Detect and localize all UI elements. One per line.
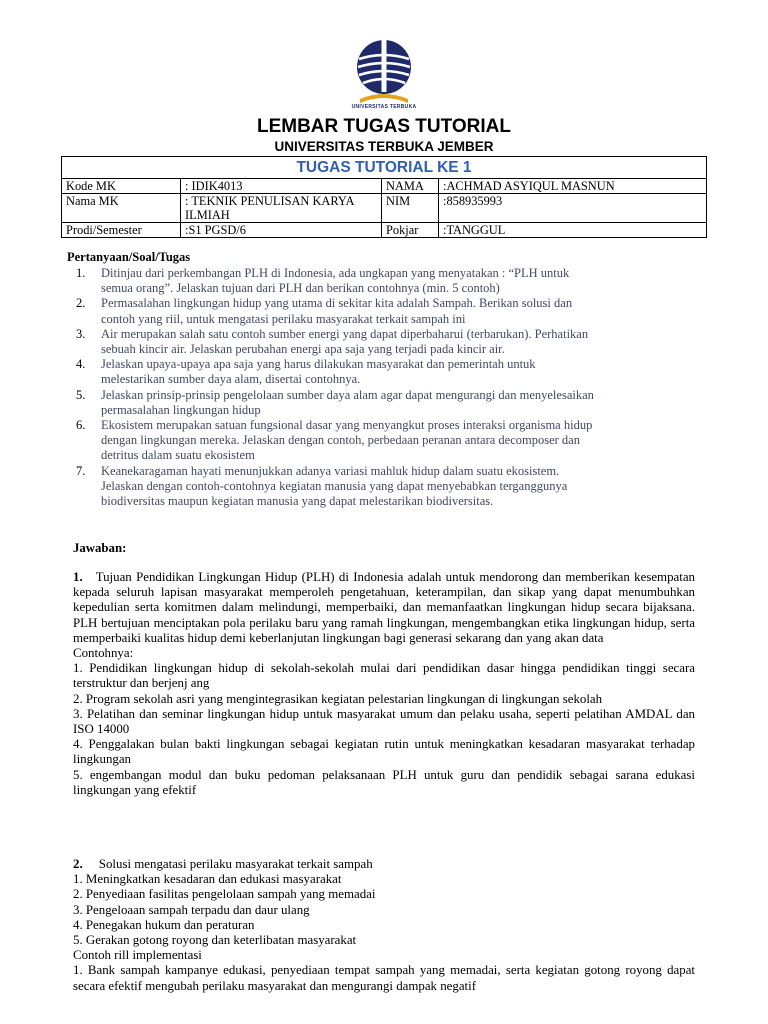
nama-mk-value (181, 194, 382, 223)
answer-2-intro (73, 857, 695, 872)
answer-1-example-item: 4. Penggalakan bulan bakti lingkungan sebagai kegiatan rutin untuk meningkatkan kesadaran masyarakat terhadap lingkungan (73, 737, 695, 767)
question-text-line: permasalahan lingkungan hidup (101, 402, 261, 417)
question-item (67, 296, 717, 326)
answer-2-point-item: 2. Penyediaan fasilitas pengelolaan sampah yang memadai (73, 887, 376, 902)
question-text-line: Ekosistem merupakan satuan fungsional dasar yang menyangkut proses interaksi organisma hidup (101, 418, 593, 433)
questions-heading: Pertanyaan/Soal/Tugas (67, 250, 191, 264)
question-text-line: Keanekaragaman hayati menunjukkan adanya variasi mahluk hidup dalam suatu ekosistem. (101, 463, 560, 478)
answer-1-contoh-label: Contohnya: (73, 646, 134, 661)
answer-1-number: 1. (73, 570, 83, 584)
answer-2-point-item: 3. Pengeloaan sampah terpadu dan daur ulang (73, 902, 310, 917)
question-item (67, 327, 717, 357)
answer-1-example-item: 1. Pendidikan lingkungan hidup di sekolah-sekolah mulai dari pendidikan dasar hingga pendidikan tinggi secara terstruktur dan berjenj ang (73, 661, 695, 691)
kode-mk-label: Kode MK (62, 179, 181, 194)
answer-2-number: 2. (73, 857, 83, 871)
pokjar-value: :TANGGUL (439, 223, 707, 238)
pokjar-label: Pokjar (382, 223, 439, 238)
logo-caption: UNIVERSITAS TERBUKA (351, 104, 417, 110)
question-number: 4. (76, 357, 86, 372)
questions-list (67, 266, 717, 509)
question-text-line: biodiversitas maupun kegiatan manusia yang dapat melestarikan biodiversitas. (101, 494, 494, 509)
question-text-line: contoh yang riil, untuk mengatasi perilaku masyarakat terkait sampah ini (101, 311, 466, 326)
question-text-line: semua orang”. Jelaskan tujuan dari PLH dan berikan contohnya (min. 5 contoh) (101, 281, 500, 296)
question-item (67, 266, 717, 296)
nama-mk-value-line1: : TEKNIK PENULISAN KARYA (185, 194, 355, 208)
question-item (67, 464, 717, 510)
question-number: 3. (76, 326, 86, 341)
question-number: 2. (76, 296, 86, 311)
answer-1-example-item: 2. Program sekolah asri yang mengintegrasikan kegiatan pelestarian lingkungan di lingkungan sekolah (73, 691, 603, 706)
prodi-label: Prodi/Semester (62, 223, 181, 238)
page-title: LEMBAR TUGAS TUTORIAL (256, 116, 512, 137)
answers-heading: Jawaban: (73, 541, 127, 555)
question-text-line: Jelaskan prinsip-prinsip pengelolaan sumber daya alam agar dapat mengurangi dan menyelesaikan (101, 387, 594, 402)
question-number: 1. (76, 266, 86, 280)
answer-1-example-item: 5. engembangan modul dan buku pedoman pelaksanaan PLH untuk guru dan pendidik sebagai sarana edukasi lingkungan yang efektif (73, 767, 695, 797)
nama-mk-value-line2: ILMIAH (185, 208, 230, 222)
nama-label: NAMA (382, 179, 439, 194)
question-text-line: detritus dalam suatu ekosistem (101, 448, 255, 463)
question-text-line: Jelaskan dengan contoh-contohnya kegiatan manusia yang dapat menyebabkan terganggunya (101, 478, 568, 493)
question-text-line: Air merupakan salah satu contoh sumber energi yang dapat diperbaharui (terbarukan). Perhatikan (101, 326, 589, 341)
question-number: 7. (76, 463, 86, 478)
question-text-line: sebuah kincir air. Jelaskan perubahan energi apa saja yang terjadi pada kincir air. (101, 342, 505, 357)
table-title: TUGAS TUTORIAL KE 1 (62, 157, 707, 179)
question-item (67, 418, 717, 464)
nim-label: NIM (382, 194, 439, 223)
question-item (67, 388, 717, 418)
question-text-line: melestarikan sumber daya alam, disertai contohnya. (101, 372, 361, 387)
answer-1 (73, 570, 695, 798)
question-number: 6. (76, 418, 86, 433)
answer-2-contoh-label: Contoh rill implementasi (73, 948, 202, 963)
answer-2 (73, 857, 695, 994)
answer-2-point-item: 5. Gerakan gotong royong dan keterlibatan masyarakat (73, 933, 357, 948)
answer-2-example: 1. Bank sampah kampanye edukasi, penyediaan tempat sampah yang memadai, serta kegiatan gotong royong dapat secara efektif mengubah perilaku masyarakat dan mengurangi dampak negatif (73, 963, 695, 993)
answer-2-point-item: 1. Meningkatkan kesadaran dan edukasi masyarakat (73, 872, 342, 887)
nama-value: :ACHMAD ASYIQUL MASNUN (439, 179, 707, 194)
answer-2-point-item: 4. Penegakan hukum dan peraturan (73, 917, 255, 932)
answer-1-example-item: 3. Pelatihan dan seminar lingkungan hidup untuk masyarakat umum dan pelaku usaha, seperti pelatihan AMDAL dan ISO 14000 (73, 706, 695, 737)
kode-mk-value: : IDIK4013 (181, 179, 382, 194)
page-subtitle: UNIVERSITAS TERBUKA JEMBER (274, 139, 494, 154)
question-text-line: dengan lingkungan mereka. Jelaskan dengan contoh, perbedaan peranan antara decomposer dan (101, 433, 580, 448)
answer-1-intro-text: Tujuan Pendidikan Lingkungan Hidup (PLH) di Indonesia adalah untuk mendorong dan memberikan kesempatan kepada seluruh lapisan masyarakat memperoleh pengetahuan, keterampilan, dan sikap yang dapat menumbuhkan kepedulian serta komitmen dalam melindungi, memperbaiki, dan memanfaatkan lingkungan hidup secara bijaksana. PLH bertujuan menciptakan pola perilaku baru yang ramah lingkungan, mengembangkan etika lingkungan hidup, serta memperbaiki kualitas hidup demi keberlanjutan lingkungan bagi generasi sekarang dan yang akan data (73, 570, 695, 645)
nim-value: :858935993 (439, 194, 707, 223)
question-text-line: Ditinjau dari perkembangan PLH di Indonesia, ada ungkapan yang menyatakan : “PLH untuk (101, 266, 570, 280)
prodi-value: :S1 PGSD/6 (181, 223, 382, 238)
answer-1-examples (73, 661, 695, 798)
question-number: 5. (76, 387, 86, 402)
answer-1-intro (73, 570, 695, 646)
nama-mk-label: Nama MK (62, 194, 181, 223)
student-info-table (61, 156, 707, 238)
question-item (67, 357, 717, 387)
answer-2-intro-text: Solusi mengatasi perilaku masyarakat terkait sampah (98, 857, 373, 871)
question-text-line: Jelaskan upaya-upaya apa saja yang harus dilakukan masyarakat dan pemerintah untuk (101, 357, 536, 372)
question-text-line: Permasalahan lingkungan hidup yang utama di sekitar kita adalah Sampah. Berikan solusi dan (101, 296, 573, 311)
answer-2-points (73, 872, 695, 948)
